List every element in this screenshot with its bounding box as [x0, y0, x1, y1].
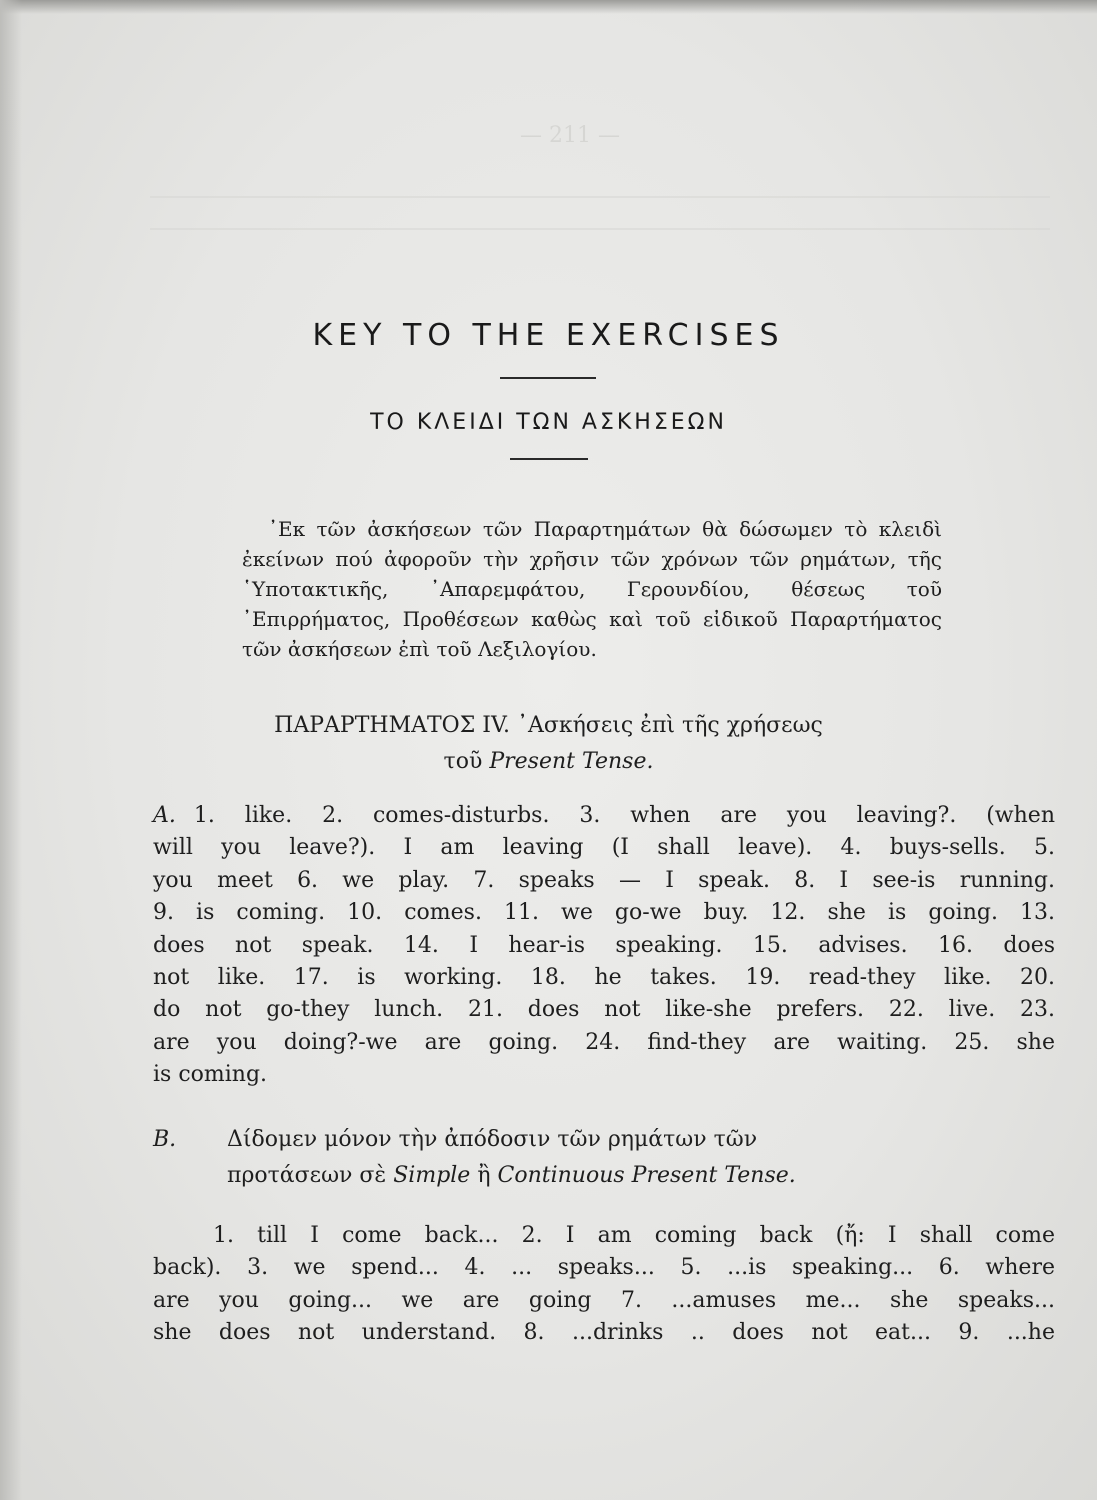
part-a-line: 9. is coming. 10. comes. 11. we go-we buy. 12. she is going. 13. [153, 900, 1055, 926]
section-heading-line1: ΠΑΡΑΡΤΗΜΑΤΟΣ IV. ᾿Ασκήσεις ἐπὶ τῆς χρήσεως [274, 713, 823, 738]
part-a-line: A. 1. like. 2. comes-disturbs. 3. when are you leaving?. (when [153, 803, 1055, 828]
page-top-shadow [0, 0, 1097, 14]
part-a-line: is coming. [153, 1062, 268, 1088]
page-title: KEY TO THE EXERCISES [312, 318, 785, 353]
part-b-heading-line2: προτάσεων σὲ Simple ἢ Continuous Present Tense. [227, 1163, 796, 1188]
part-b-line: she does not understand. 8. ...drinks .. does not eat... 9. ...he [153, 1320, 1055, 1346]
intro-paragraph: ᾿Εκ τῶν ἀσκήσεων τῶν Παραρτημάτων θὰ δώσωμεν τὸ κλειδὶ ἐκείνων πού ἀφοροῦν τὴν χρῆσιν τῶν χρόνων τῶν ρημάτων, τῆς ῾Υποτακτικῆς, ᾿Απαρεμφάτου, Γερουνδίου, θέσεως τοῦ ᾿Επιρρήματος, Προθέσεων καθὼς καὶ τοῦ εἰδικοῦ Παραρτήματος τῶν ἀσκήσεων ἐπὶ τοῦ Λεξιλογίου. [242, 517, 942, 661]
part-b-heading-line1: B. Δίδομεν μόνον τὴν ἀπόδοσιν τῶν ρημάτων τῶν [153, 1122, 1055, 1158]
subtitle-underline [510, 458, 588, 460]
part-b-line: 1. till I come back... 2. I am coming back (ἤ: I shall come [213, 1223, 1055, 1248]
part-a-line: not like. 17. is working. 18. he takes. 19. read-they like. 20. [153, 965, 1055, 991]
part-a-line: do not go-they lunch. 21. does not like-she prefers. 22. live. 23. [153, 997, 1055, 1023]
section-heading-tense: Present Tense. [489, 749, 654, 774]
part-a-line: will you leave?). I am leaving (I shall leave). 4. buys-sells. 5. [153, 835, 1055, 861]
show-through-texture: — 211 — [520, 123, 620, 148]
part-b-line: back). 3. we spend... 4. ... speaks... 5. ...is speaking... 6. where [153, 1255, 1055, 1281]
page-subtitle: ΤΟ ΚΛΕΙΔΙ ΤΩΝ ΑΣΚΗΣΕΩΝ [370, 410, 727, 435]
part-b-heading [153, 1122, 1055, 1194]
part-a-label: A. [153, 803, 176, 828]
part-a-line: does not speak. 14. I hear-is speaking. 15. advises. 16. does [153, 932, 1055, 958]
part-b-label: B. [153, 1127, 177, 1152]
title-underline [500, 377, 596, 379]
section-heading-greek: τοῦ [443, 749, 483, 774]
section-heading [0, 708, 1097, 744]
part-a-line: are you doing?-we are going. 24. find-they are waiting. 25. she [153, 1029, 1055, 1055]
show-through-texture [150, 196, 1050, 256]
part-b-line: are you going... we are going 7. ...amuses me... she speaks... [153, 1287, 1055, 1313]
part-b-answers [153, 1220, 1055, 1350]
part-a-answers [153, 800, 1055, 1092]
section-heading-line2 [0, 744, 1097, 780]
part-a-line: you meet 6. we play. 7. speaks — I speak. 8. I see-is running. [153, 867, 1055, 893]
